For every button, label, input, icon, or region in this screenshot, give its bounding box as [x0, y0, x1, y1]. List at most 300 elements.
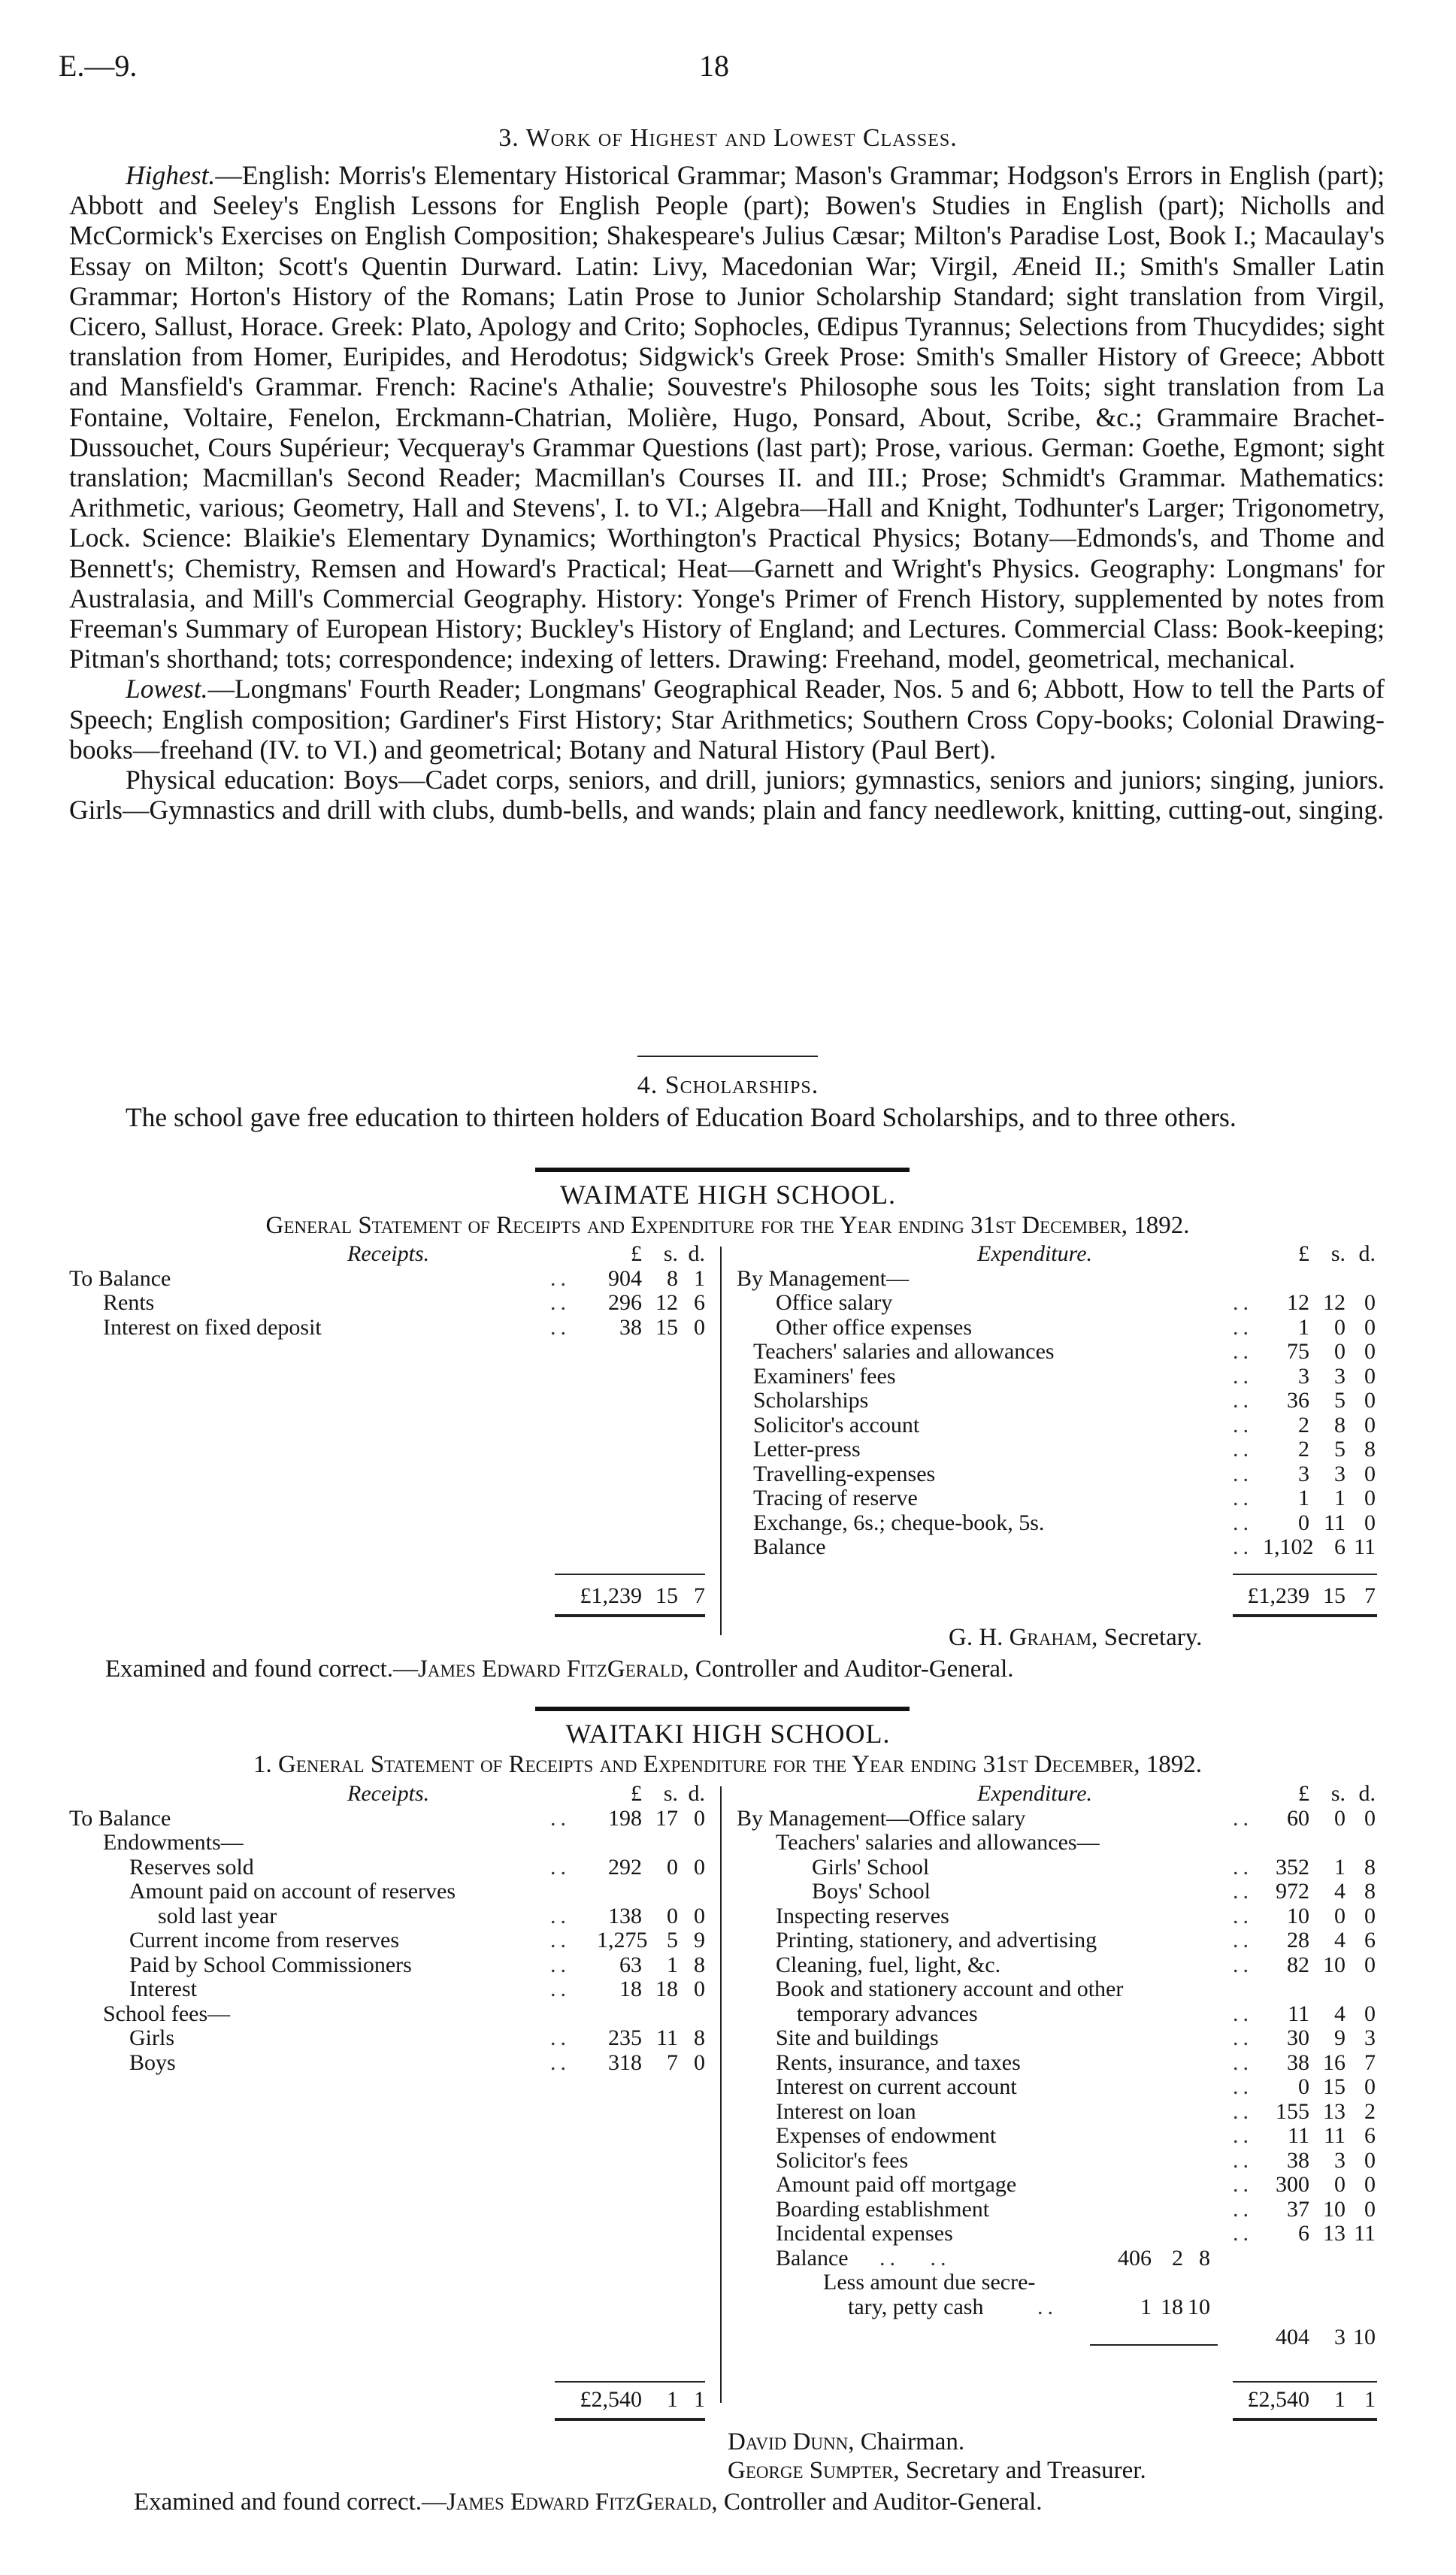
row-pounds: 63: [619, 1952, 642, 1977]
examined-prefix: Examined and found correct.—: [105, 1656, 419, 1683]
row-label: Incidental expenses: [776, 2221, 953, 2246]
waitaki-expenditure-sum-rule: [1233, 2381, 1377, 2383]
row-shillings: 0: [1334, 2172, 1346, 2197]
physical-paragraph: Physical education: Boys—Cadet corps, seniors, and drill, juniors; gymnastics, seniors and juniors; singing, juniors. Girls—Gymnastics and drill with clubs, dumb-bells, and wands; plain and fancy needlework, knitting, cutting-out, singing.: [69, 765, 1385, 826]
section-divider: [637, 1056, 818, 1057]
row-pounds: 2: [1298, 1437, 1309, 1462]
row-pence: 0: [1364, 2172, 1376, 2197]
leader-dots: ..: [1233, 1314, 1253, 1340]
account-row: [737, 1437, 1377, 1462]
total-shillings: 15: [1323, 1583, 1346, 1608]
row-pence: 1: [694, 1265, 705, 1291]
row-pounds: 235: [608, 2025, 642, 2050]
auditor-name: James Edward FitzGerald: [446, 2489, 712, 2516]
leader-dots: ..: [550, 1265, 571, 1291]
waitaki-balance-row: [737, 2246, 1377, 2271]
auditor-name: James Edward FitzGerald: [418, 1656, 683, 1683]
row-pounds: 138: [608, 1903, 642, 1928]
waimate-examined-line: [105, 1656, 1014, 1683]
account-row: [737, 1511, 1377, 1536]
row-shillings: 8: [1334, 1412, 1346, 1437]
row-pence: 0: [1364, 2196, 1376, 2222]
scholarships-paragraph: The school gave free education to thirteen holders of Education Board Scholarships, and to three others.: [126, 1102, 1237, 1132]
leader-dots: ..: [550, 1928, 571, 1952]
leader-dots: ..: [1233, 1388, 1253, 1413]
row-pence: 8: [694, 1952, 705, 1977]
leader-dots: ..: [1233, 1290, 1253, 1315]
account-row: [69, 1856, 705, 1880]
receipts-heading: Receipts.: [347, 1241, 430, 1266]
account-row: [737, 2075, 1377, 2100]
row-shillings: 12: [1323, 1290, 1346, 1315]
row-shillings: 9: [1334, 2025, 1346, 2050]
account-row: [69, 1267, 705, 1292]
leader-dots: ..: [1233, 1854, 1253, 1880]
row-pence: 0: [694, 1854, 705, 1880]
section-4-body: [69, 1102, 1385, 1132]
account-row: [737, 1977, 1377, 2002]
account-row: [69, 1904, 705, 1929]
leader-dots: ..: [1233, 2074, 1253, 2099]
row-pounds: 318: [608, 2049, 642, 2075]
secretary-title: , Secretary and Treasurer.: [893, 2457, 1146, 2484]
shillings-heading: s.: [663, 1781, 678, 1806]
row-pounds: 972: [1276, 1879, 1309, 1904]
row-label: Expenses of endowment: [776, 2123, 997, 2148]
shillings-heading: s.: [1330, 1781, 1346, 1806]
leader-dots: ..: [1233, 2025, 1253, 2050]
row-pounds: 37: [1287, 2196, 1309, 2222]
row-shillings: 3: [1334, 1363, 1346, 1389]
row-pence: 8: [1364, 1879, 1376, 1904]
row-label: Travelling-expenses: [753, 1461, 936, 1486]
signatory-title: , Secretary.: [1091, 1624, 1203, 1651]
row-pence: 6: [1364, 1928, 1376, 1952]
row-pence: 8: [1364, 1854, 1376, 1880]
row-label: Printing, stationery, and advertising: [776, 1928, 1097, 1952]
row-label: Balance: [753, 1534, 826, 1559]
row-pence: 11: [1354, 1534, 1376, 1559]
account-row: [69, 1831, 705, 1856]
waitaki-school-title: WAITAKI HIGH SCHOOL.: [565, 1719, 891, 1749]
leader-dots: ..: [1233, 1952, 1253, 1977]
row-shillings: 3: [1334, 2147, 1346, 2173]
leader-dots: .. ..: [879, 2245, 951, 2271]
leader-dots: ..: [550, 1854, 571, 1880]
total-pounds: £2,540: [580, 2387, 642, 2412]
leader-dots: ..: [1233, 1363, 1253, 1389]
row-pounds: 38: [1287, 2049, 1309, 2075]
row-pounds: 36: [1287, 1388, 1309, 1413]
row-label: Site and buildings: [776, 2025, 939, 2050]
chairman-name: David Dunn: [728, 2428, 849, 2455]
row-pounds: 1,275: [597, 1928, 648, 1952]
row-pence: 0: [1364, 1805, 1376, 1831]
row-pence: 3: [1364, 2025, 1376, 2050]
auditor-title: , Controller and Auditor-General.: [711, 2489, 1043, 2516]
row-shillings: 15: [655, 1314, 678, 1340]
row-pence: 0: [1364, 1461, 1376, 1486]
total-pounds: £1,239: [1247, 1583, 1309, 1608]
total-shillings: 1: [1334, 2387, 1346, 2412]
document-code: E.—9.: [59, 49, 138, 83]
leader-dots: ..: [550, 1290, 571, 1315]
row-label: Tracing of reserve: [753, 1486, 918, 1510]
row-pounds: 1: [1298, 1486, 1309, 1510]
row-pounds: 3: [1298, 1363, 1309, 1389]
pence-heading: d.: [688, 1781, 705, 1806]
row-pence: 7: [1364, 2049, 1376, 2075]
waitaki-less-row-2: [737, 2295, 1377, 2320]
leader-dots: ..: [550, 1977, 571, 2001]
less-pounds: 1: [1140, 2294, 1152, 2319]
account-row: [737, 1831, 1377, 1856]
row-shillings: 13: [1323, 2221, 1346, 2246]
row-label: Endowments—: [103, 1830, 244, 1855]
total-pence: 1: [694, 2387, 705, 2412]
row-label: Cleaning, fuel, light, &c.: [776, 1952, 1001, 1977]
row-pounds: 0: [1298, 1510, 1309, 1535]
examined-prefix: Examined and found correct.—: [134, 2489, 447, 2516]
row-label: Rents: [103, 1290, 155, 1315]
row-label: Scholarships: [753, 1388, 869, 1413]
row-label: Other office expenses: [776, 1314, 973, 1340]
row-label: Rents, insurance, and taxes: [776, 2049, 1021, 2075]
pounds-heading: £: [1298, 1241, 1309, 1266]
row-pence: 0: [694, 1903, 705, 1928]
row-label: Boarding establishment: [776, 2196, 990, 2222]
row-pence: 2: [1364, 2098, 1376, 2124]
leader-dots: ..: [1233, 1486, 1253, 1510]
leader-dots: ..: [1233, 2001, 1253, 2026]
row-label: Interest on current account: [776, 2074, 1017, 2099]
total-pounds: £1,239: [580, 1583, 642, 1608]
waitaki-net-balance-row: [737, 2325, 1377, 2350]
row-shillings: 11: [1324, 2123, 1346, 2148]
waitaki-receipts: [69, 1782, 705, 2075]
row-label: Amount paid on account of reserves: [129, 1879, 456, 1904]
balance-label: Balance: [776, 2245, 849, 2271]
account-row: [737, 2124, 1377, 2149]
waitaki-examined-line: [134, 2489, 1043, 2516]
account-row: [737, 1880, 1377, 1904]
row-pounds: 75: [1287, 1339, 1309, 1364]
row-label: Boys' School: [812, 1879, 931, 1904]
waitaki-balance-rule: [1090, 2344, 1218, 2346]
statement-number: 1.: [253, 1751, 279, 1778]
leader-dots: ..: [1233, 1461, 1253, 1486]
row-pounds: 0: [1298, 2074, 1309, 2099]
row-pounds: 82: [1287, 1952, 1309, 1977]
row-pounds: 10: [1287, 1903, 1309, 1928]
account-row: [69, 1316, 705, 1341]
account-row: [69, 1928, 705, 1953]
leader-dots: ..: [1037, 2294, 1058, 2319]
balance-pounds: 406: [1118, 2245, 1152, 2271]
row-pounds: 296: [608, 1290, 642, 1315]
row-pence: 9: [694, 1928, 705, 1952]
leader-dots: ..: [1233, 2196, 1253, 2222]
account-row: [737, 1904, 1377, 1929]
row-shillings: 18: [655, 1977, 678, 2001]
row-label: Letter-press: [753, 1437, 861, 1462]
leader-dots: ..: [1233, 1928, 1253, 1952]
waimate-receipts-total-rule: [555, 1614, 705, 1617]
row-label: Office salary: [776, 1290, 893, 1315]
expenditure-heading: Expenditure.: [977, 1241, 1093, 1266]
row-label: Interest on fixed deposit: [103, 1314, 322, 1340]
waimate-receipts-sum-rule: [555, 1574, 705, 1575]
row-shillings: 1: [667, 1952, 678, 1977]
leader-dots: ..: [1233, 1339, 1253, 1364]
row-shillings: 3: [1334, 1461, 1346, 1486]
row-label: Examiners' fees: [753, 1363, 896, 1389]
account-row: [69, 2002, 705, 2027]
row-pounds: 6: [1298, 2221, 1309, 2246]
leader-dots: ..: [550, 2025, 571, 2050]
row-shillings: 5: [667, 1928, 678, 1952]
account-row: [737, 1267, 1377, 1292]
row-label: By Management—Office salary: [737, 1805, 1026, 1831]
row-pence: 0: [694, 1314, 705, 1340]
row-label: To Balance: [69, 1805, 171, 1831]
row-pence: 8: [694, 2025, 705, 2050]
account-row: [737, 1535, 1377, 1560]
row-pence: 0: [1364, 1314, 1376, 1340]
account-row: [69, 2026, 705, 2051]
pounds-heading: £: [631, 1241, 642, 1266]
net-balance-pounds: 404: [1276, 2325, 1309, 2349]
row-shillings: 10: [1323, 1952, 1346, 1977]
account-row: [737, 2149, 1377, 2174]
row-pounds: 28: [1287, 1928, 1309, 1952]
row-pounds: 300: [1276, 2172, 1309, 2197]
row-pence: 0: [694, 1805, 705, 1831]
waimate-expenditure-sum-rule: [1233, 1574, 1377, 1575]
leader-dots: ..: [550, 1903, 571, 1928]
account-row: [737, 2198, 1377, 2222]
row-pounds: 904: [608, 1265, 642, 1291]
less-shillings: 18: [1161, 2294, 1183, 2319]
row-shillings: 11: [656, 2025, 678, 2050]
row-pounds: 38: [1287, 2147, 1309, 2173]
row-label: Inspecting reserves: [776, 1903, 949, 1928]
row-pence: 0: [1364, 1363, 1376, 1389]
row-shillings: 12: [655, 1290, 678, 1315]
lowest-label: Lowest.: [126, 674, 208, 704]
shillings-heading: s.: [1330, 1241, 1346, 1266]
row-pence: 0: [1364, 1388, 1376, 1413]
shillings-heading: s.: [663, 1241, 678, 1266]
page-number: 18: [699, 49, 729, 83]
row-shillings: 10: [1323, 2196, 1346, 2222]
row-pounds: 12: [1287, 1290, 1309, 1315]
row-pence: 0: [1364, 2074, 1376, 2099]
account-row: [69, 2051, 705, 2076]
row-pence: 0: [1364, 1412, 1376, 1437]
waimate-column-divider: [720, 1247, 722, 1635]
receipts-heading: Receipts.: [347, 1781, 430, 1806]
waitaki-less-row-1: [737, 2271, 1377, 2295]
row-shillings: 0: [667, 1903, 678, 1928]
lowest-text: —Longmans' Fourth Reader; Longmans' Geographical Reader, Nos. 5 and 6; Abbott, How to tell the Parts of Speech; English composition; Gardiner's First History; Star Arithmetics; Southern Cross Copy-books; Colonial Drawing-books—freehand (IV. to VI.) and geometrical; Botany and Natural History (Paul Bert).: [69, 674, 1385, 765]
statement-text: General Statement of Receipts and Expenditure for the Year ending 31st December, 1892.: [278, 1751, 1202, 1778]
row-shillings: 1: [1334, 1854, 1346, 1880]
row-label: Interest: [129, 1977, 197, 2001]
pence-heading: d.: [1358, 1241, 1376, 1266]
row-pence: 6: [694, 1290, 705, 1315]
net-balance-pence: 10: [1353, 2325, 1376, 2349]
pence-heading: d.: [1358, 1781, 1376, 1806]
row-shillings: 13: [1323, 2098, 1346, 2124]
row-pounds: 292: [608, 1854, 642, 1880]
waimate-statement-title: General Statement of Receipts and Expenditure for the Year ending 31st December, 1892.: [265, 1212, 1190, 1239]
leader-dots: ..: [1233, 2049, 1253, 2075]
row-pounds: 198: [608, 1805, 642, 1831]
waitaki-receipts-sum-rule: [555, 2381, 705, 2383]
leader-dots: ..: [1233, 1510, 1253, 1535]
expenditure-heading: Expenditure.: [977, 1781, 1093, 1806]
section-3-title: 3. Work of Highest and Lowest Classes.: [498, 124, 958, 152]
pounds-heading: £: [1298, 1781, 1309, 1806]
account-row: [737, 2051, 1377, 2076]
waitaki-receipts-total: [69, 2388, 705, 2413]
account-row: [69, 1291, 705, 1316]
row-pence: 11: [1354, 2221, 1376, 2246]
row-label: Solicitor's fees: [776, 2147, 909, 2173]
leader-dots: ..: [550, 1805, 571, 1831]
waimate-school-title: WAIMATE HIGH SCHOOL.: [560, 1180, 896, 1210]
waitaki-column-divider: [720, 1786, 722, 2403]
row-label: Exchange, 6s.; cheque-book, 5s.: [753, 1510, 1045, 1535]
lowest-paragraph: [69, 674, 1385, 765]
row-label: By Management—: [737, 1265, 910, 1291]
row-label: temporary advances: [797, 2001, 978, 2026]
account-row: [69, 1880, 705, 1904]
row-pounds: 2: [1298, 1412, 1309, 1437]
waitaki-receipts-total-rule: [555, 2418, 705, 2421]
total-pence: 7: [694, 1583, 705, 1608]
row-label: Reserves sold: [129, 1854, 254, 1880]
account-row: [737, 1340, 1377, 1365]
waimate-expenditure-total-rule: [1233, 1614, 1377, 1617]
auditor-title: , Controller and Auditor-General.: [683, 1656, 1014, 1683]
row-pence: 0: [1364, 1290, 1376, 1315]
row-label: Teachers' salaries and allowances: [753, 1339, 1055, 1364]
account-row: [737, 1928, 1377, 1953]
waitaki-secretary: [728, 2457, 1146, 2485]
total-pence: 7: [1364, 1583, 1376, 1608]
waitaki-receipts-header: [69, 1782, 705, 1807]
row-label: Solicitor's account: [753, 1412, 920, 1437]
leader-dots: ..: [1233, 2147, 1253, 2173]
account-row: [737, 1365, 1377, 1389]
leader-dots: ..: [1233, 2098, 1253, 2124]
waitaki-expenditure-total-rule: [1233, 2418, 1377, 2421]
row-shillings: 5: [1334, 1388, 1346, 1413]
row-shillings: 0: [1334, 1903, 1346, 1928]
row-pounds: 11: [1288, 2001, 1309, 2026]
account-row: [737, 1413, 1377, 1438]
row-pounds: 11: [1288, 2123, 1309, 2148]
waimate-signatory: [949, 1624, 1202, 1652]
row-pence: 6: [1364, 2123, 1376, 2148]
account-row: [737, 2002, 1377, 2027]
row-pounds: 352: [1276, 1854, 1309, 1880]
secretary-name: George Sumpter: [728, 2457, 894, 2484]
row-shillings: 0: [1334, 1805, 1346, 1831]
highest-label: Highest.: [126, 160, 216, 190]
waitaki-top-rule: [535, 1707, 910, 1711]
leader-dots: ..: [1233, 1903, 1253, 1928]
account-row: [737, 1291, 1377, 1316]
waitaki-statement-title: [66, 1751, 1389, 1779]
row-pence: 8: [1364, 1437, 1376, 1462]
waimate-receipts-header: [69, 1242, 705, 1267]
row-label: Amount paid off mortgage: [776, 2172, 1017, 2197]
pounds-heading: £: [631, 1781, 642, 1806]
account-row: [737, 1953, 1377, 1978]
account-row: [737, 1389, 1377, 1413]
signatory-name: G. H. Graham: [949, 1624, 1092, 1651]
row-pounds: 38: [619, 1314, 642, 1340]
highest-paragraph: [69, 160, 1385, 674]
account-row: [737, 2026, 1377, 2051]
leader-dots: ..: [550, 1314, 571, 1340]
row-shillings: 16: [1323, 2049, 1346, 2075]
leader-dots: ..: [550, 1952, 571, 1977]
leader-dots: ..: [1233, 1437, 1253, 1462]
account-row: [737, 1462, 1377, 1487]
highest-text: —English: Morris's Elementary Historical Grammar; Mason's Grammar; Hodgson's Errors in English (part); Abbott and Seeley's English Lessons for English People (part); Bowen's Studies in English (part); Nicholls and McCormick's Exercises on English Composition; Shakespeare's Julius Cæsar; Milton's Paradise Lost, Book I.; Macaulay's Essay on Milton; Scott's Quentin Durward. Latin: Livy, Macedonian War; Virgil, Æneid II.; Smith's Smaller Latin Grammar; Horton's History of the Romans; Latin Prose to Junior Scholarship Standard; sight translation from Virgil, Cicero, Sallust, Horace. Greek: Plato, Apology and Crito; Sophocles, Œdipus Tyrannus; Selections from Thucydides; sight translation from Homer, Euripides, and Herodotus; Sidgwick's Greek Prose: Smith's Smaller History of Greece; Abbott and Mansfield's Grammar. French: Racine's Athalie; Souvestre's Philosophe sous les Toits; sight translation from La Fontaine, Voltaire, Fenelon, Erckmann-Chatrian, Molière, Hugo, Ponsard, About, Scribe, &c.; Grammaire Brachet-Dussouchet, Cours Supérieur; Vecqueray's Grammar Questions (last part); Prose, various. German: Goethe, Egmont; sight translation; Macmillan's Second Reader; Macmillan's Courses II. and III.; Prose; Schmidt's Grammar. Mathematics: Arithmetic, various; Geometry, Hall and Stevens', I. to VI.; Algebra—Hall and Knight, Todhunter's Larger; Trigonometry, Lock. Science: Blaikie's Elementary Dynamics; Worthington's Practical Physics; Botany—Edmonds's, and Thome and Bennett's; Chemistry, Remsen and Howard's Practical; Heat—Garnett and Wright's Physics. Geography: Longmans' for Australasia, and Mill's Commercial Geography. History: Yonge's Primer of French History, supplemented by notes from Freeman's Summary of European History; Buckley's History of England; and Lectures. Commercial Class: Book-keeping; Pitman's shorthand; tots; correspondence; indexing of letters. Drawing: Freehand, model, geometrical, mechanical.: [69, 160, 1385, 674]
waitaki-expenditure-header: [737, 1782, 1377, 1807]
row-pounds: 1: [1298, 1314, 1309, 1340]
row-label: Girls: [129, 2025, 174, 2050]
leader-dots: ..: [1233, 1534, 1253, 1559]
chairman-title: , Chairman.: [848, 2428, 965, 2455]
leader-dots: ..: [1233, 1879, 1253, 1904]
row-shillings: 8: [667, 1265, 678, 1291]
total-pence: 1: [1364, 2387, 1376, 2412]
balance-pence: 8: [1199, 2245, 1210, 2271]
leader-dots: ..: [1233, 1412, 1253, 1437]
leader-dots: ..: [1233, 2221, 1253, 2246]
row-pence: 0: [1364, 1903, 1376, 1928]
row-pence: 0: [694, 1977, 705, 2001]
row-pence: 0: [1364, 1486, 1376, 1510]
balance-shillings: 2: [1172, 2245, 1183, 2271]
account-row: [737, 1856, 1377, 1880]
account-row: [737, 1316, 1377, 1341]
row-label: sold last year: [158, 1903, 277, 1928]
row-pence: 0: [1364, 1339, 1376, 1364]
total-shillings: 15: [655, 1583, 678, 1608]
row-pence: 0: [694, 2049, 705, 2075]
row-shillings: 0: [667, 1854, 678, 1880]
row-pounds: 18: [619, 1977, 642, 2001]
row-shillings: 7: [667, 2049, 678, 2075]
net-balance-shillings: 3: [1334, 2325, 1346, 2349]
row-label: Boys: [129, 2049, 176, 2075]
less-pence: 10: [1188, 2294, 1210, 2319]
leader-dots: ..: [1233, 2172, 1253, 2197]
waitaki-expenditure: [737, 1782, 1377, 2350]
waimate-expenditure-header: [737, 1242, 1377, 1267]
row-shillings: 1: [1334, 1486, 1346, 1510]
less-label-1: Less amount due secre-: [823, 2270, 1036, 2295]
row-label: Current income from reserves: [129, 1928, 400, 1952]
row-shillings: 11: [1324, 1510, 1346, 1535]
